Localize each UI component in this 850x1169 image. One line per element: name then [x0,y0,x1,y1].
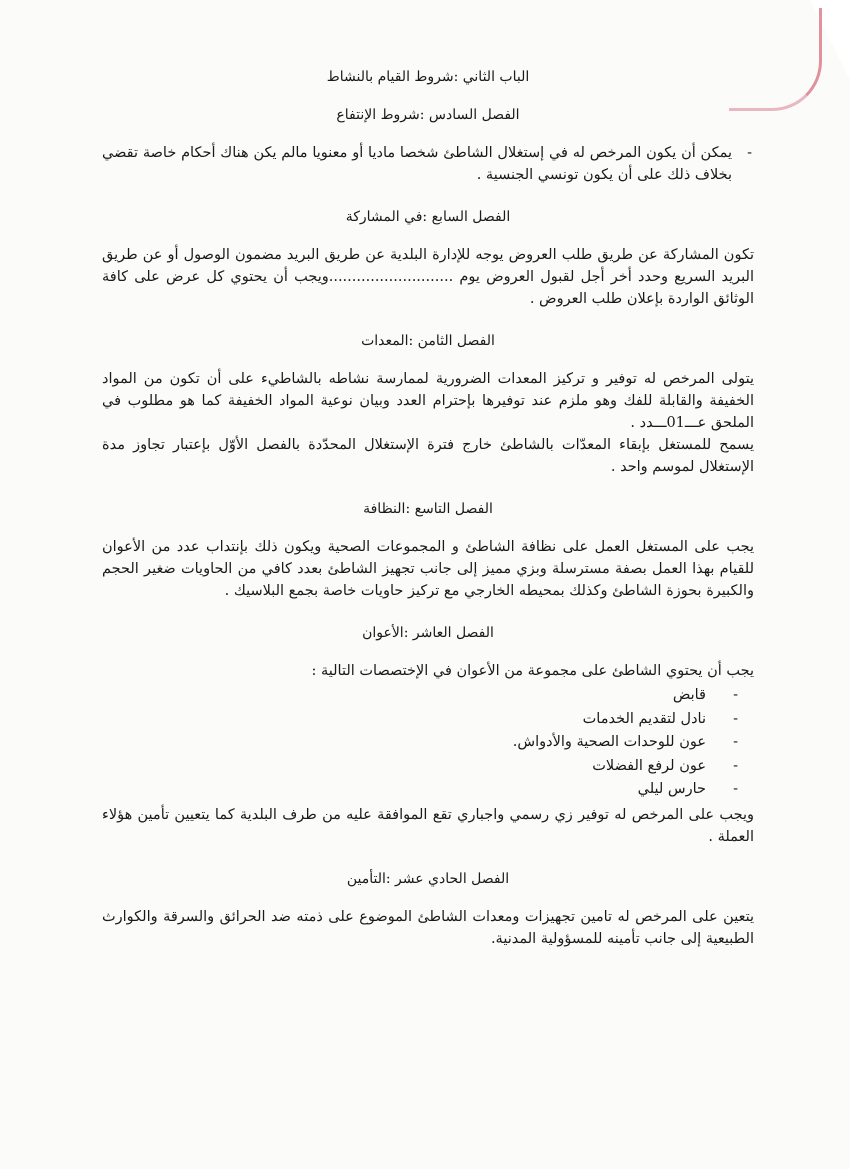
section-insurance [102,868,754,950]
section-title: الفصل السادس :شروط الإنتفاع [336,107,520,123]
section-staff [102,622,754,848]
section-participation [102,206,754,310]
paragraph: ويجب على المرخص له توفير زي رسمي واجباري تقع الموافقة عليه من طرف البلدية كما يتعيين تأمين هؤلاء العملة . [102,806,754,845]
section-title: الفصل التاسع :النظافة [363,501,493,517]
section-conditions [102,104,754,186]
book-title: الباب الثاني :شروط القيام بالنشاط [326,69,530,85]
paragraph: يتعين على المرخص له تامين تجهيزات ومعدات الشاطئ الموضوع على ذمته ضد الحرائق والسرقة والكوارث الطبيعية إلى جانب تأمينه للمسؤولية المدنية. [102,908,754,947]
section-title: الفصل السابع :في المشاركة [345,209,511,225]
section-cleanliness [102,498,754,602]
bullet-list [102,142,754,186]
section-title: الفصل الثامن :المعدات [361,333,495,349]
staff-list [102,684,754,802]
staff-item: - عون للوحدات الصحية والأدواش. [102,731,754,755]
staff-item: - حارس ليلي [102,778,754,802]
staff-item: - نادل لتقديم الخدمات [102,708,754,732]
paragraph: يجب على المستغل العمل على نظافة الشاطئ و المجموعات الصحية ويكون ذلك بإنتداب عدد من الأعوان للقيام بهذا العمل بصفة مسترسلة وبزي مميز إلى جانب تجهيز الشاطئ بعدد كافي من الحاويات ضغير الحجم والكبيرة بحوزة الشاطئ وكذلك بمحيطه الخارجي مع تركيز حاويات خاصة بجمع البلاسيك . [102,539,754,599]
paragraph: يجب أن يحتوي الشاطئ على مجموعة من الأعوان في الإختصصات التالية : [311,663,754,679]
document-body [102,60,754,970]
section-equipment [102,330,754,478]
paragraph: تكون المشاركة عن طريق طلب العروض يوجه للإدارة البلدية عن طريق البريد مضمون الوصول أو عن طريق البريد السريع وحدد أخر أجل لقبول العروض يوم ...........................ويجب أن يحتوي كل عرض على كافة الوثائق الواردة بإعلان طلب العروض . [102,247,754,307]
paragraph: يسمح للمستغل بإبقاء المعدّات بالشاطئ خارج فترة الإستغلال المحدّدة بالفصل الأوّل بإعتبار تجاوز مدة الإستغلال لموسم واحد . [102,437,754,475]
staff-item: - قابض [102,684,754,708]
staff-item: - عون لرفع الفضلات [102,755,754,779]
bullet-item: - يمكن أن يكون المرخص له في إستغلال الشاطئ شخصا ماديا أو معنويا مالم يكن هناك أحكام خاصة تقضي بخلاف ذلك على أن يكون تونسي الجنسية . [102,142,754,186]
section-title: الفصل العاشر :الأعوان [362,625,494,641]
section-title: الفصل الحادي عشر :التأمين [346,870,510,887]
paragraph: يتولى المرخص له توفير و تركيز المعدات الضرورية لممارسة نشاطه بالشاطيء على أن تكون من المواد الخفيفة والقابلة للفك وهو ملزم عند توفيرها بإحترام العدد وبيان نوعية المواد الخفيفة كما هو مطلوب في الملحق عـــ01ـــدد . [102,371,754,431]
